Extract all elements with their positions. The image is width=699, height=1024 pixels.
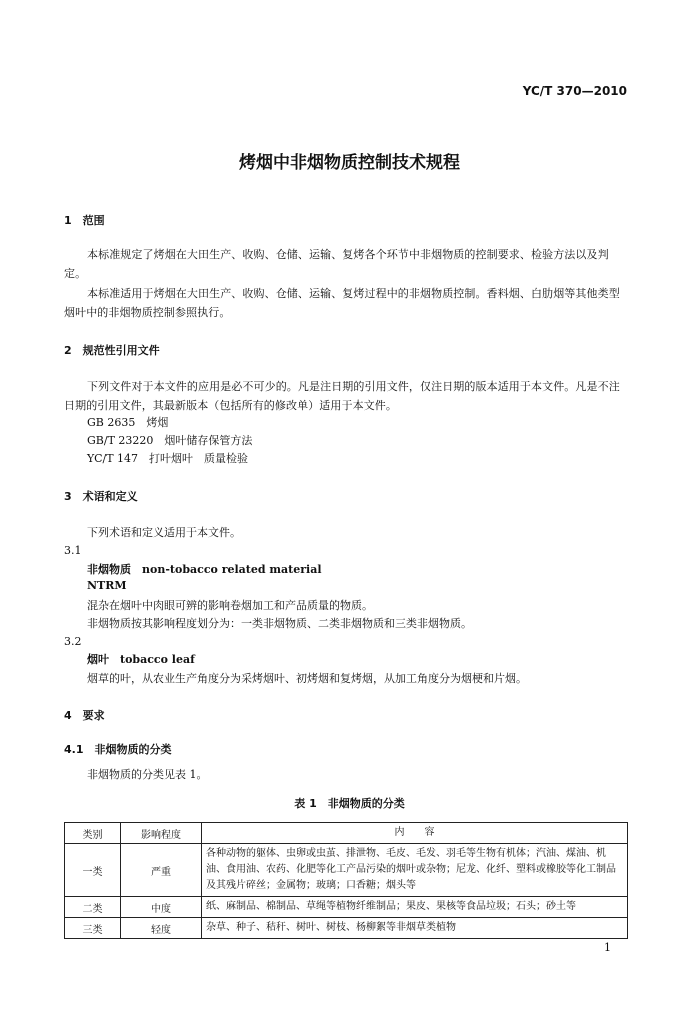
table-cell-impact: 中度 — [121, 897, 202, 918]
table-cell-category: 二类 — [65, 897, 121, 918]
term-definition: 混杂在烟叶中肉眼可辨的影响卷烟加工和产品质量的物质。 — [87, 599, 373, 612]
section-1-heading: 1 范围 — [64, 214, 105, 227]
reference-item: YC/T 147 打叶烟叶 质量检验 — [87, 452, 249, 465]
section-4-1-paragraph: 非烟物质的分类见表 1。 — [87, 768, 208, 781]
table-cell-content: 杂草、种子、秸秆、树叶、树枝、杨柳絮等非烟草类植物 — [202, 918, 628, 939]
table-caption: 表 1 非烟物质的分类 — [294, 797, 405, 810]
reference-item: GB/T 23220 烟叶储存保管方法 — [87, 434, 253, 447]
section-4-1-heading: 4.1 非烟物质的分类 — [64, 743, 172, 756]
table-header-row — [65, 823, 628, 844]
reference-item: GB 2635 烤烟 — [87, 416, 169, 429]
column-header-impact: 影响程度 — [121, 823, 202, 844]
section-1-paragraph-1: 本标准规定了烤烟在大田生产、收购、仓储、运输、复烤各个环节中非烟物质的控制要求、检验方法以及判定。 — [64, 248, 609, 280]
column-header-content: 内 容 — [202, 823, 628, 844]
term-note: 非烟物质按其影响程度划分为：一类非烟物质、二类非烟物质和三类非烟物质。 — [87, 617, 472, 630]
table-row — [65, 844, 628, 897]
column-header-category: 类别 — [65, 823, 121, 844]
section-4-heading: 4 要求 — [64, 709, 105, 722]
table-cell-category: 一类 — [65, 844, 121, 897]
section-2-heading: 2 规范性引用文件 — [64, 344, 160, 357]
section-3-heading: 3 术语和定义 — [64, 490, 138, 503]
classification-table — [64, 822, 628, 939]
document-title: 烤烟中非烟物质控制技术规程 — [239, 153, 460, 173]
section-3-intro: 下列术语和定义适用于本文件。 — [87, 526, 241, 539]
table-cell-content: 纸、麻制品、棉制品、草绳等植物纤维制品；果皮、果核等食品垃圾；石头；砂土等 — [202, 897, 628, 918]
table-row — [65, 918, 628, 939]
table-cell-content: 各种动物的躯体、虫卵或虫茧、排泄物、毛皮、毛发、羽毛等生物有机体；汽油、煤油、机油、食用油、农药、化肥等化工产品污染的烟叶或杂物；尼龙、化纤、塑料或橡胶等化工制品及其残片碎丝；金属物；玻璃；口香糖；烟头等 — [202, 844, 628, 897]
table-cell-impact: 严重 — [121, 844, 202, 897]
term-number: 3.1 — [64, 544, 82, 557]
term-name: 非烟物质 non-tobacco related material — [87, 563, 322, 576]
term-name: 烟叶 tobacco leaf — [87, 653, 195, 666]
standard-number: YC/T 370—2010 — [522, 84, 627, 98]
table-cell-impact: 轻度 — [121, 918, 202, 939]
term-definition: 烟草的叶，从农业生产角度分为采烤烟叶、初烤烟和复烤烟，从加工角度分为烟梗和片烟。 — [87, 672, 527, 685]
table-row — [65, 897, 628, 918]
term-abbreviation: NTRM — [87, 579, 127, 592]
table-cell-category: 三类 — [65, 918, 121, 939]
section-2-paragraph-1: 下列文件对于本文件的应用是必不可少的。凡是注日期的引用文件，仅注日期的版本适用于本文件。凡是不注日期的引用文件，其最新版本（包括所有的修改单）适用于本文件。 — [64, 380, 620, 412]
page-number: 1 — [604, 941, 611, 954]
term-number: 3.2 — [64, 635, 82, 648]
section-1-paragraph-2: 本标准适用于烤烟在大田生产、收购、仓储、运输、复烤过程中的非烟物质控制。香料烟、白肋烟等其他类型烟叶中的非烟物质控制参照执行。 — [64, 287, 620, 319]
